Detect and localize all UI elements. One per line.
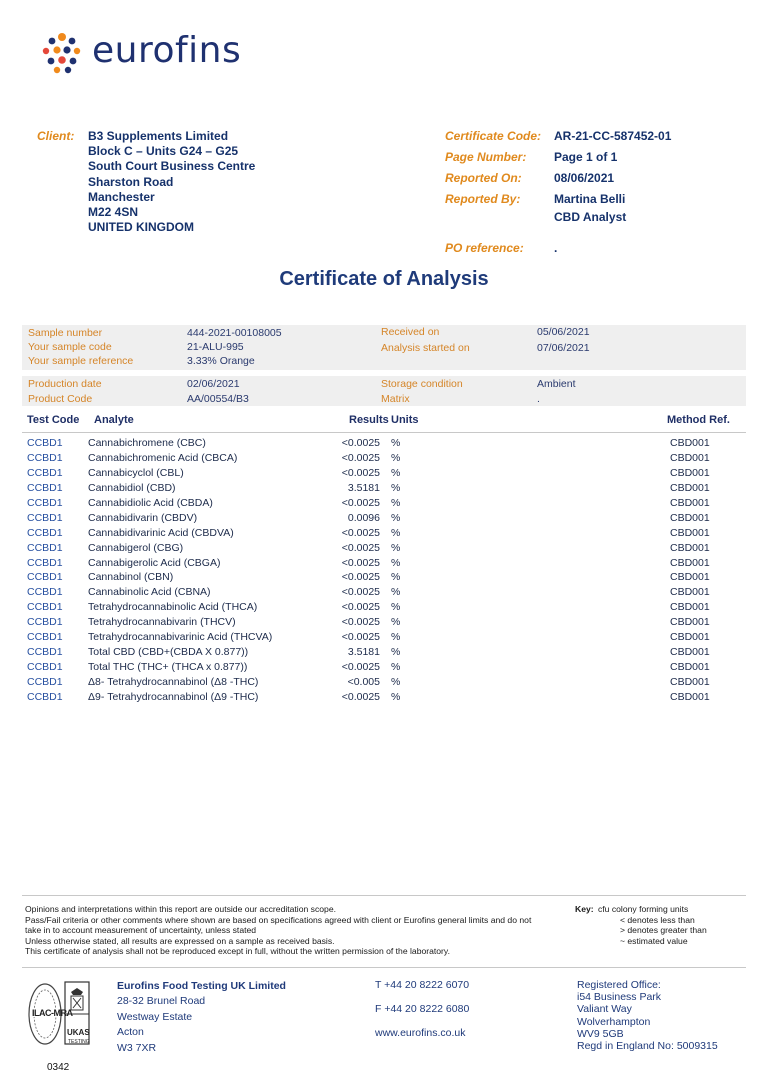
- website-link[interactable]: www.eurofins.co.uk: [375, 1027, 466, 1039]
- method-ref-cell: CBD001: [670, 541, 710, 554]
- unit-cell: %: [391, 586, 401, 599]
- reported-on-value: 08/06/2021: [554, 171, 615, 185]
- result-cell: <0.0025: [341, 661, 380, 674]
- footer-divider: [22, 895, 746, 896]
- analyte-cell: Total THC (THC+ (THCA x 0.877)): [88, 661, 248, 674]
- result-cell: 0.0096: [347, 511, 380, 524]
- results-table-body: [0, 437, 768, 706]
- table-row: [0, 646, 768, 661]
- analyte-cell: Cannabicyclol (CBL): [88, 466, 184, 479]
- method-ref-cell: CBD001: [670, 437, 710, 449]
- footer-note: Opinions and interpretations within this report are outside our accreditation scope.: [25, 904, 336, 914]
- fax-number: F +44 20 8222 6080: [375, 1003, 470, 1015]
- company-address-line: Acton: [117, 1026, 144, 1039]
- analyte-cell: Cannabidiolic Acid (CBDA): [88, 496, 213, 509]
- result-cell: <0.0025: [341, 451, 380, 464]
- client-address: [88, 129, 255, 235]
- table-header-divider: [22, 432, 746, 433]
- analyte-cell: Cannabidiol (CBD): [88, 481, 176, 494]
- analyte-cell: Total CBD (CBD+(CBDA X 0.877)): [88, 646, 249, 659]
- table-row: [0, 467, 768, 482]
- po-reference-label: PO reference:: [445, 241, 524, 255]
- table-row: [0, 691, 768, 706]
- table-row: [0, 631, 768, 646]
- unit-cell: %: [391, 511, 401, 524]
- product-code-value: AA/00554/B3: [187, 393, 249, 405]
- company-name: Eurofins Food Testing UK Limited: [117, 980, 286, 992]
- reported-by-role: CBD Analyst: [554, 210, 627, 224]
- method-ref-cell: CBD001: [670, 690, 710, 703]
- storage-condition-value: Ambient: [537, 378, 576, 390]
- analyte-cell: Δ9- Tetrahydrocannabinol (Δ9 -THC): [88, 690, 259, 703]
- footer-notes: [25, 904, 570, 957]
- header-results: Results: [349, 414, 389, 426]
- method-ref-cell: CBD001: [670, 631, 710, 644]
- ukas-text: UKAS: [67, 1028, 90, 1037]
- sample-code-value: 21-ALU-995: [187, 341, 244, 353]
- method-ref-cell: CBD001: [670, 571, 710, 584]
- analyte-cell: Tetrahydrocannabinolic Acid (THCA): [88, 601, 258, 614]
- result-cell: <0.0025: [341, 496, 380, 509]
- reported-by-label: Reported By:: [445, 192, 521, 206]
- certificate-code-value: AR-21-CC-587452-01: [554, 129, 672, 143]
- table-row: [0, 586, 768, 601]
- production-date-label: Production date: [28, 378, 102, 390]
- method-ref-cell: CBD001: [670, 451, 710, 464]
- client-line: South Court Business Centre: [88, 159, 256, 174]
- method-ref-cell: CBD001: [670, 496, 710, 509]
- analysis-started-value: 07/06/2021: [537, 342, 590, 354]
- footer-note: take in to account measurement of uncertainty, unless stated: [25, 925, 257, 936]
- method-ref-cell: CBD001: [670, 466, 710, 479]
- client-line: Manchester: [88, 189, 155, 204]
- eurofins-logo-mark: [40, 32, 84, 76]
- table-row: [0, 527, 768, 542]
- test-code-cell: CCBD1: [27, 496, 63, 509]
- result-cell: <0.0025: [341, 631, 380, 644]
- result-cell: <0.0025: [341, 437, 380, 449]
- registered-office-line: Valiant Way: [577, 1003, 632, 1016]
- accreditation-logo-text: ILAC-MRA: [32, 1008, 73, 1018]
- key-item: cfu colony forming units: [598, 904, 689, 914]
- unit-cell: %: [391, 690, 401, 703]
- result-cell: <0.0025: [341, 541, 380, 554]
- testing-text: TESTING: [68, 1039, 90, 1045]
- result-cell: <0.0025: [341, 466, 380, 479]
- page-number-value: Page 1 of 1: [554, 150, 618, 164]
- phone-number: T +44 20 8222 6070: [375, 979, 470, 991]
- unit-cell: %: [391, 481, 401, 494]
- table-row: [0, 497, 768, 512]
- registered-office-line: Wolverhampton: [577, 1015, 651, 1028]
- test-code-cell: CCBD1: [27, 690, 63, 703]
- result-cell: <0.0025: [341, 586, 380, 599]
- po-reference-value: .: [554, 241, 558, 255]
- method-ref-cell: CBD001: [670, 676, 710, 688]
- analyte-cell: Cannabigerol (CBG): [88, 541, 184, 554]
- test-code-cell: CCBD1: [27, 511, 63, 524]
- unit-cell: %: [391, 571, 401, 584]
- footer-divider-2: [22, 967, 746, 968]
- result-cell: <0.0025: [341, 571, 380, 584]
- unit-cell: %: [391, 466, 401, 479]
- result-cell: <0.0025: [341, 556, 380, 569]
- company-info: [117, 979, 286, 1056]
- test-code-cell: CCBD1: [27, 437, 63, 449]
- sample-info-box: [22, 325, 746, 370]
- sample-reference-value: 3.33% Orange: [187, 355, 255, 367]
- test-code-cell: CCBD1: [27, 646, 63, 659]
- header-analyte: Analyte: [94, 414, 134, 426]
- registered-office-line: Registered Office:: [577, 979, 661, 991]
- reported-on-label: Reported On:: [445, 171, 522, 185]
- test-code-cell: CCBD1: [27, 451, 63, 464]
- test-code-cell: CCBD1: [27, 556, 63, 569]
- table-row: [0, 512, 768, 527]
- method-ref-cell: CBD001: [670, 661, 710, 674]
- eurofins-logo-text: eurofins: [92, 30, 242, 71]
- analyte-cell: Cannabidivarin (CBDV): [88, 511, 198, 524]
- table-row: [0, 542, 768, 557]
- registered-office-line: Regd in England No: 5009315: [577, 1040, 718, 1053]
- key-item: < denotes less than: [620, 914, 695, 925]
- sample-code-label: Your sample code: [28, 341, 112, 353]
- test-code-cell: CCBD1: [27, 586, 63, 599]
- unit-cell: %: [391, 496, 401, 509]
- test-code-cell: CCBD1: [27, 541, 63, 554]
- result-cell: <0.0025: [341, 526, 380, 539]
- test-code-cell: CCBD1: [27, 616, 63, 629]
- method-ref-cell: CBD001: [670, 511, 710, 524]
- product-code-label: Product Code: [28, 393, 93, 405]
- unit-cell: %: [391, 616, 401, 629]
- test-code-cell: CCBD1: [27, 526, 63, 539]
- production-date-value: 02/06/2021: [187, 378, 240, 390]
- sample-number-label: Sample number: [28, 327, 103, 339]
- analyte-cell: Tetrahydrocannabivarinic Acid (THCVA): [88, 631, 273, 644]
- unit-cell: %: [391, 451, 401, 464]
- unit-cell: %: [391, 601, 401, 614]
- client-line: Sharston Road: [88, 174, 174, 189]
- unit-cell: %: [391, 676, 401, 688]
- analyte-cell: Cannabigerolic Acid (CBGA): [88, 556, 221, 569]
- product-info-box: [22, 376, 746, 406]
- registered-office: [577, 979, 718, 1052]
- table-row: [0, 452, 768, 467]
- key-item: > denotes greater than: [620, 925, 707, 936]
- table-row: [0, 676, 768, 691]
- sample-number-value: 444-2021-00108005: [187, 327, 282, 339]
- footer-note: Pass/Fail criteria or other comments where shown are based on specifications agreed with client or Eurofins general limits and do not: [25, 914, 532, 925]
- analyte-cell: Δ8- Tetrahydrocannabinol (Δ8 -THC): [88, 676, 259, 688]
- accreditation-number: 0342: [47, 1062, 70, 1073]
- test-code-cell: CCBD1: [27, 571, 63, 584]
- received-on-value: 05/06/2021: [537, 326, 590, 338]
- method-ref-cell: CBD001: [670, 601, 710, 614]
- table-row: [0, 601, 768, 616]
- analyte-cell: Cannabinol (CBN): [88, 571, 174, 584]
- method-ref-cell: CBD001: [670, 586, 710, 599]
- result-cell: <0.0025: [341, 601, 380, 614]
- client-line: UNITED KINGDOM: [88, 220, 194, 235]
- unit-cell: %: [391, 631, 401, 644]
- unit-cell: %: [391, 556, 401, 569]
- company-address-line: Westway Estate: [117, 1010, 193, 1023]
- header-test-code: Test Code: [27, 414, 80, 426]
- unit-cell: %: [391, 541, 401, 554]
- test-code-cell: CCBD1: [27, 481, 63, 494]
- page-number-label: Page Number:: [445, 150, 527, 164]
- result-cell: <0.0025: [341, 690, 380, 703]
- registered-office-line: WV9 5GB: [577, 1027, 624, 1040]
- table-row: [0, 661, 768, 676]
- table-row: [0, 616, 768, 631]
- analyte-cell: Cannabichromenic Acid (CBCA): [88, 451, 238, 464]
- matrix-label: Matrix: [381, 393, 410, 405]
- table-row: [0, 571, 768, 586]
- method-ref-cell: CBD001: [670, 646, 710, 659]
- header-units: Units: [391, 414, 419, 426]
- analyte-cell: Tetrahydrocannabivarin (THCV): [88, 616, 236, 629]
- company-address-line: 28-32 Brunel Road: [117, 995, 206, 1008]
- result-cell: <0.0025: [341, 616, 380, 629]
- test-code-cell: CCBD1: [27, 466, 63, 479]
- client-line: M22 4SN: [88, 205, 139, 220]
- unit-cell: %: [391, 646, 401, 659]
- analyte-cell: Cannabinolic Acid (CBNA): [88, 586, 211, 599]
- method-ref-cell: CBD001: [670, 481, 710, 494]
- table-row: [0, 482, 768, 497]
- certificate-code-label: Certificate Code:: [445, 129, 542, 143]
- result-cell: 3.5181: [347, 646, 380, 659]
- unit-cell: %: [391, 661, 401, 674]
- result-cell: 3.5181: [347, 481, 380, 494]
- received-on-label: Received on: [381, 326, 440, 338]
- page-title: Certificate of Analysis: [279, 268, 489, 290]
- method-ref-cell: CBD001: [670, 556, 710, 569]
- test-code-cell: CCBD1: [27, 601, 63, 614]
- key-item: ~ estimated value: [620, 935, 688, 946]
- method-ref-cell: CBD001: [670, 616, 710, 629]
- client-line: Block C – Units G24 – G25: [88, 144, 239, 159]
- matrix-value: .: [537, 393, 540, 405]
- test-code-cell: CCBD1: [27, 661, 63, 674]
- analyte-cell: Cannabidivarinic Acid (CBDVA): [88, 526, 234, 539]
- reported-by-name: Martina Belli: [554, 192, 626, 206]
- table-row: [0, 557, 768, 572]
- table-row: [0, 437, 768, 452]
- storage-condition-label: Storage condition: [381, 378, 463, 390]
- test-code-cell: CCBD1: [27, 631, 63, 644]
- client-label: Client:: [37, 129, 75, 143]
- client-line: B3 Supplements Limited: [88, 129, 229, 143]
- key-label: Key:: [575, 904, 594, 914]
- header-method-ref: Method Ref.: [667, 414, 730, 426]
- test-code-cell: CCBD1: [27, 676, 63, 688]
- key-list: [598, 904, 707, 946]
- analyte-cell: Cannabichromene (CBC): [88, 437, 206, 449]
- footer-note: This certificate of analysis shall not be reproduced except in full, without the written permission of the laboratory.: [25, 946, 450, 957]
- company-address-line: W3 7XR: [117, 1041, 157, 1054]
- analysis-started-label: Analysis started on: [381, 342, 470, 354]
- footer-note: Unless otherwise stated, all results are expressed on a sample as received basis.: [25, 935, 335, 946]
- sample-reference-label: Your sample reference: [28, 355, 134, 367]
- result-cell: <0.005: [347, 676, 380, 688]
- unit-cell: %: [391, 437, 401, 449]
- unit-cell: %: [391, 526, 401, 539]
- registered-office-line: i54 Business Park: [577, 991, 662, 1004]
- method-ref-cell: CBD001: [670, 526, 710, 539]
